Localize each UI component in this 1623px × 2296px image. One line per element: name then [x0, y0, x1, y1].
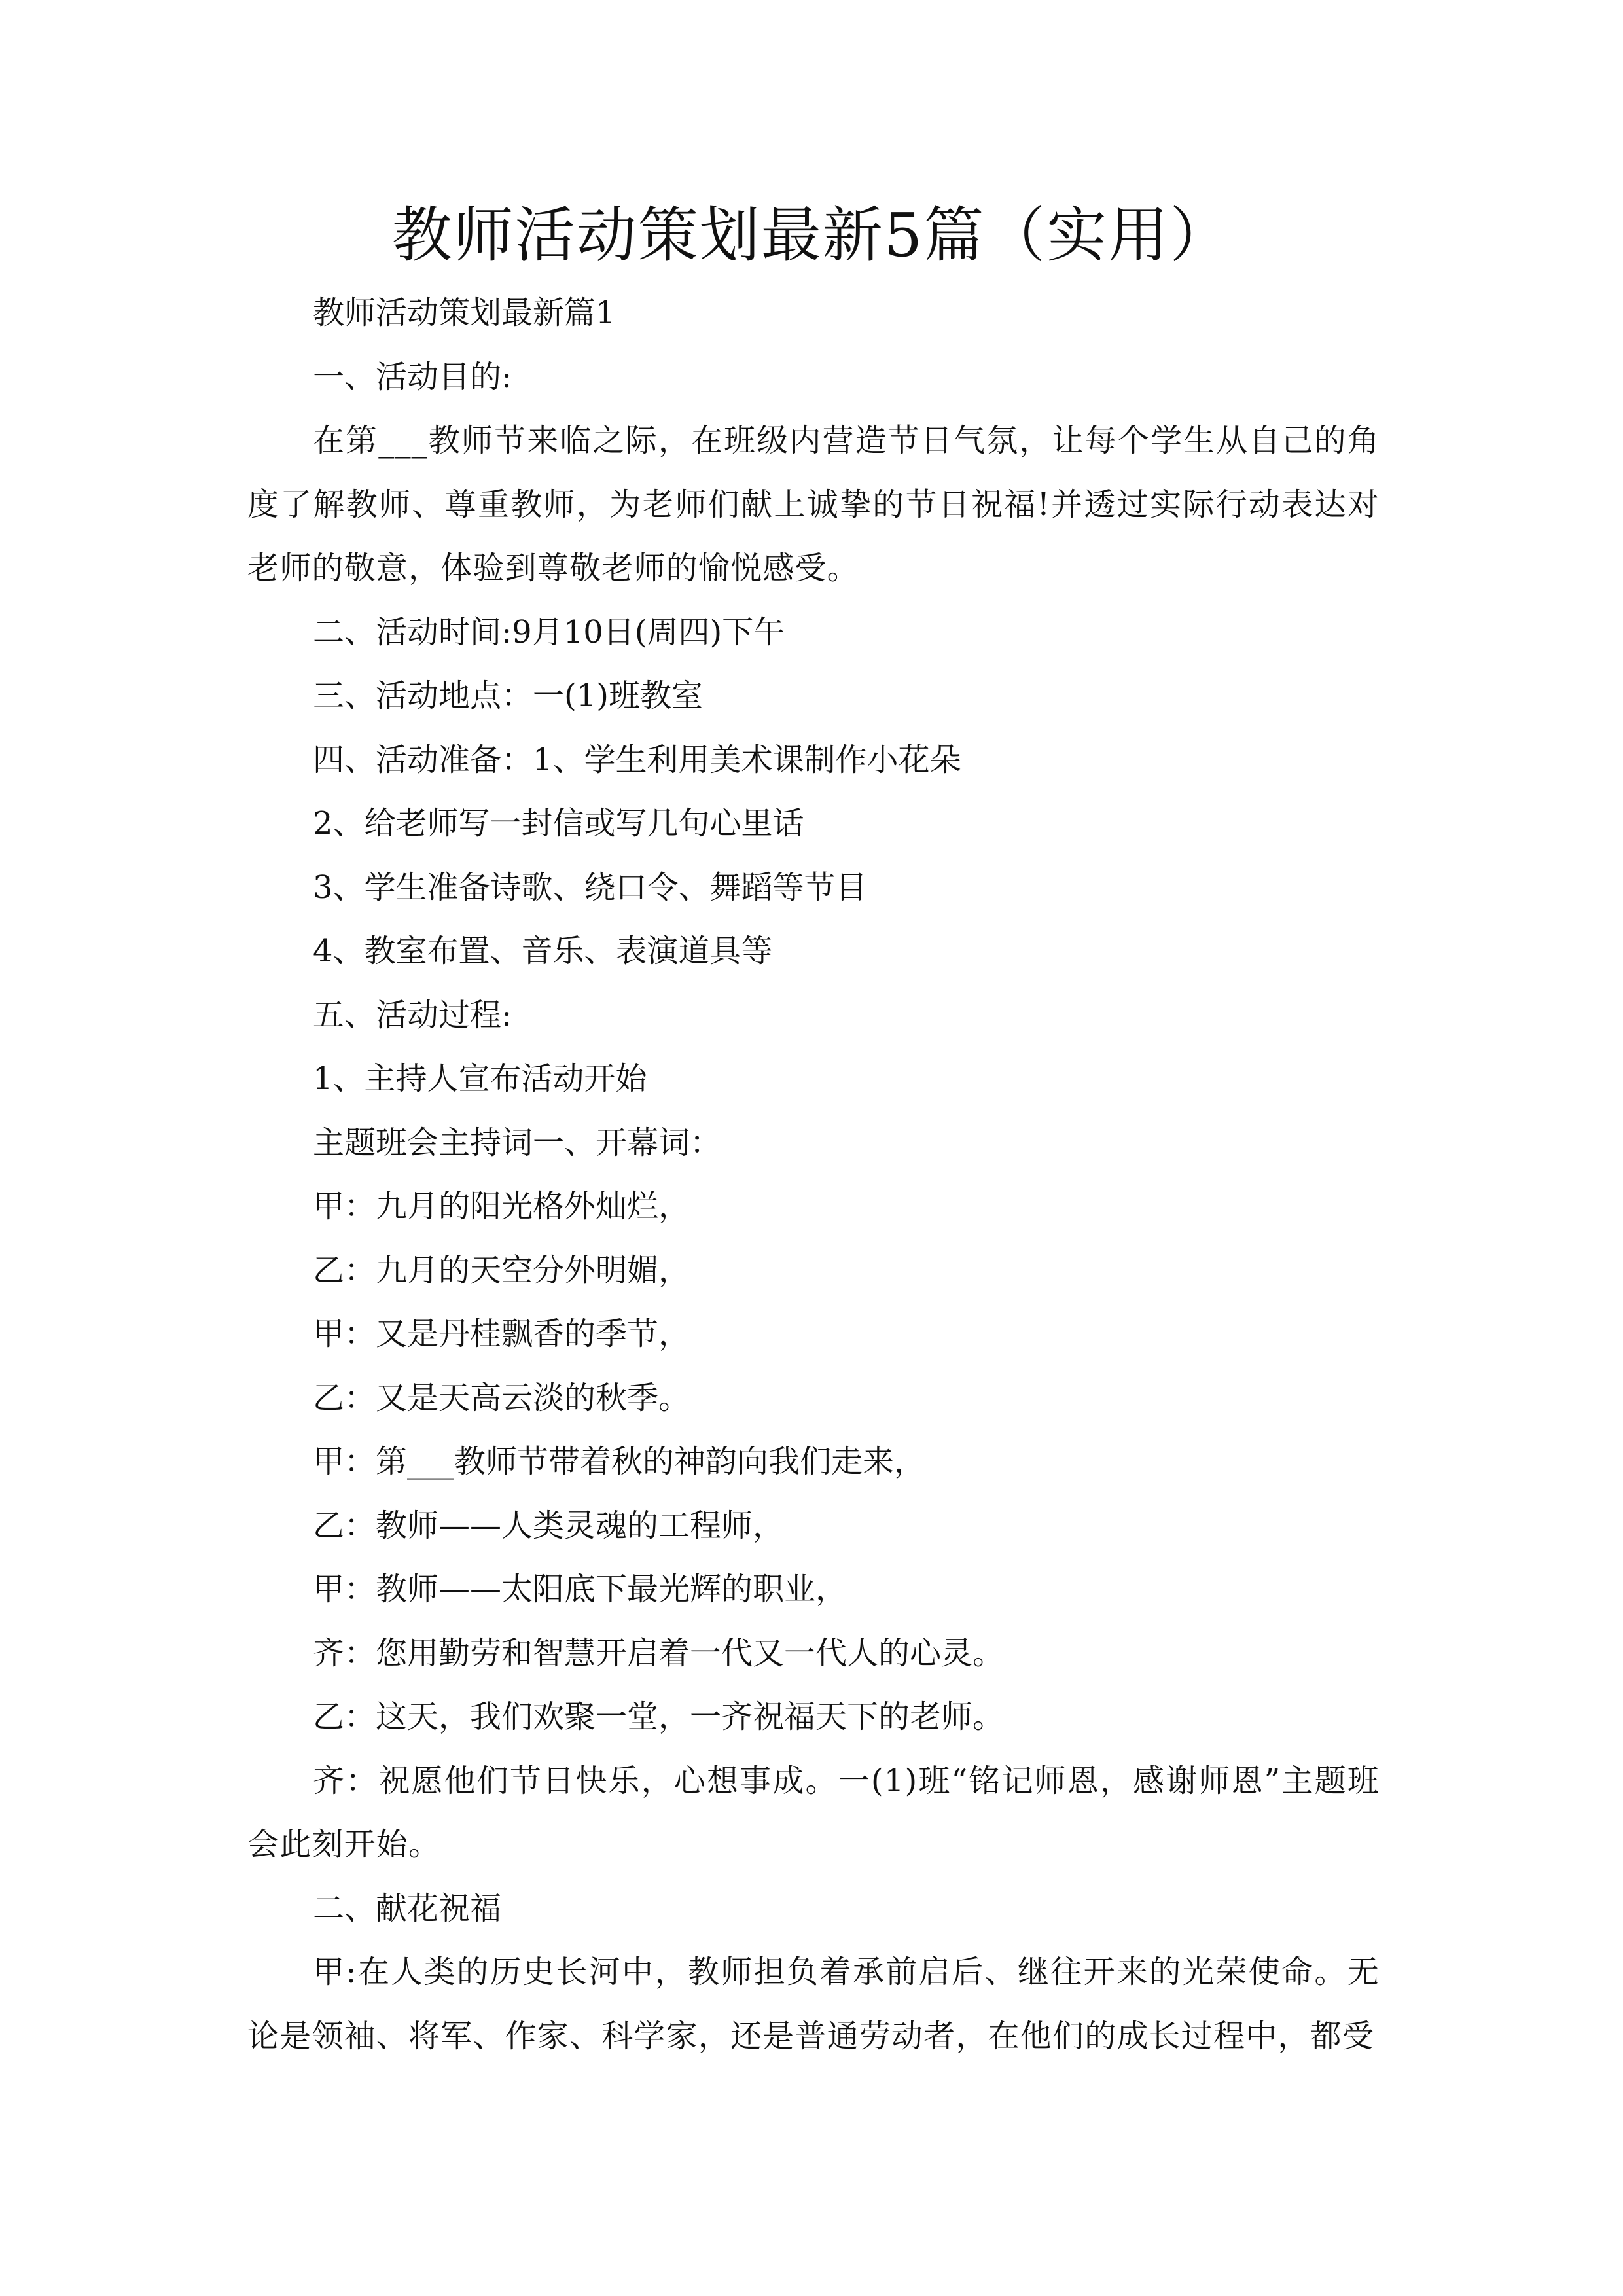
paragraph-purpose: 在第___教师节来临之际，在班级内营造节日气氛，让每个学生从自己的角度了解教师、尊重教师，为老师们献上诚挚的节日祝福!并透过实际行动表达对老师的敬意，体验到尊敬老师的愉悦感受。: [247, 422, 1380, 586]
paragraph-preparation-2: 2、给老师写一封信或写几句心里话: [313, 805, 804, 842]
paragraph-opening-words: 主题班会主持词一、开幕词：: [313, 1124, 722, 1161]
paragraph-location: 三、活动地点：一(1)班教室: [313, 677, 703, 714]
dialogue-line: 甲：第___教师节带着秋的神韵向我们走来，: [313, 1443, 926, 1480]
dialogue-line: 齐：祝愿他们节日快乐，心想事成。一(1)班“铭记师恩，感谢师恩”主题班会此刻开始。: [247, 1762, 1380, 1863]
dialogue-line: 齐：您用勤劳和智慧开启着一代又一代人的心灵。: [313, 1634, 1005, 1672]
paragraph-preparation-3: 3、学生准备诗歌、绕口令、舞蹈等节目: [313, 869, 867, 906]
article-heading: 教师活动策划最新篇1: [313, 295, 616, 331]
paragraph-process-1: 1、主持人宣布活动开始: [313, 1060, 647, 1097]
dialogue-line: 甲：教师——太阳底下最光辉的职业，: [313, 1571, 847, 1607]
dialogue-line: 甲：九月的阳光格外灿烂，: [313, 1188, 690, 1225]
section-heading-process: 五、活动过程:: [313, 996, 512, 1033]
dialogue-line: 乙：九月的天空分外明媚，: [313, 1251, 690, 1289]
paragraph-preparation-1: 四、活动准备：1、学生利用美术课制作小花朵: [313, 741, 961, 778]
dialogue-line: 乙：这天，我们欢聚一堂，一齐祝福天下的老师。: [313, 1698, 1005, 1735]
section-heading-flowers: 二、献花祝福: [313, 1890, 502, 1927]
document-body: [247, 281, 1380, 2068]
dialogue-line: 乙：又是天高云淡的秋季。: [313, 1379, 690, 1416]
document-title: 教师活动策划最新5篇（实用）: [391, 200, 1232, 270]
dialogue-line: 甲：又是丹桂飘香的季节，: [313, 1316, 690, 1352]
paragraph-flowers: 甲:在人类的历史长河中，教师担负着承前启后、继往开来的光荣使命。无论是领袖、将军、作家、科学家，还是普通劳动者，在他们的成长过程中，都受: [247, 1954, 1380, 2054]
paragraph-preparation-4: 4、教室布置、音乐、表演道具等: [313, 933, 773, 969]
paragraph-time: 二、活动时间:9月10日(周四)下午: [313, 613, 785, 651]
dialogue-line: 乙：教师——人类灵魂的工程师，: [313, 1507, 785, 1544]
section-heading-purpose: 一、活动目的:: [313, 358, 512, 395]
